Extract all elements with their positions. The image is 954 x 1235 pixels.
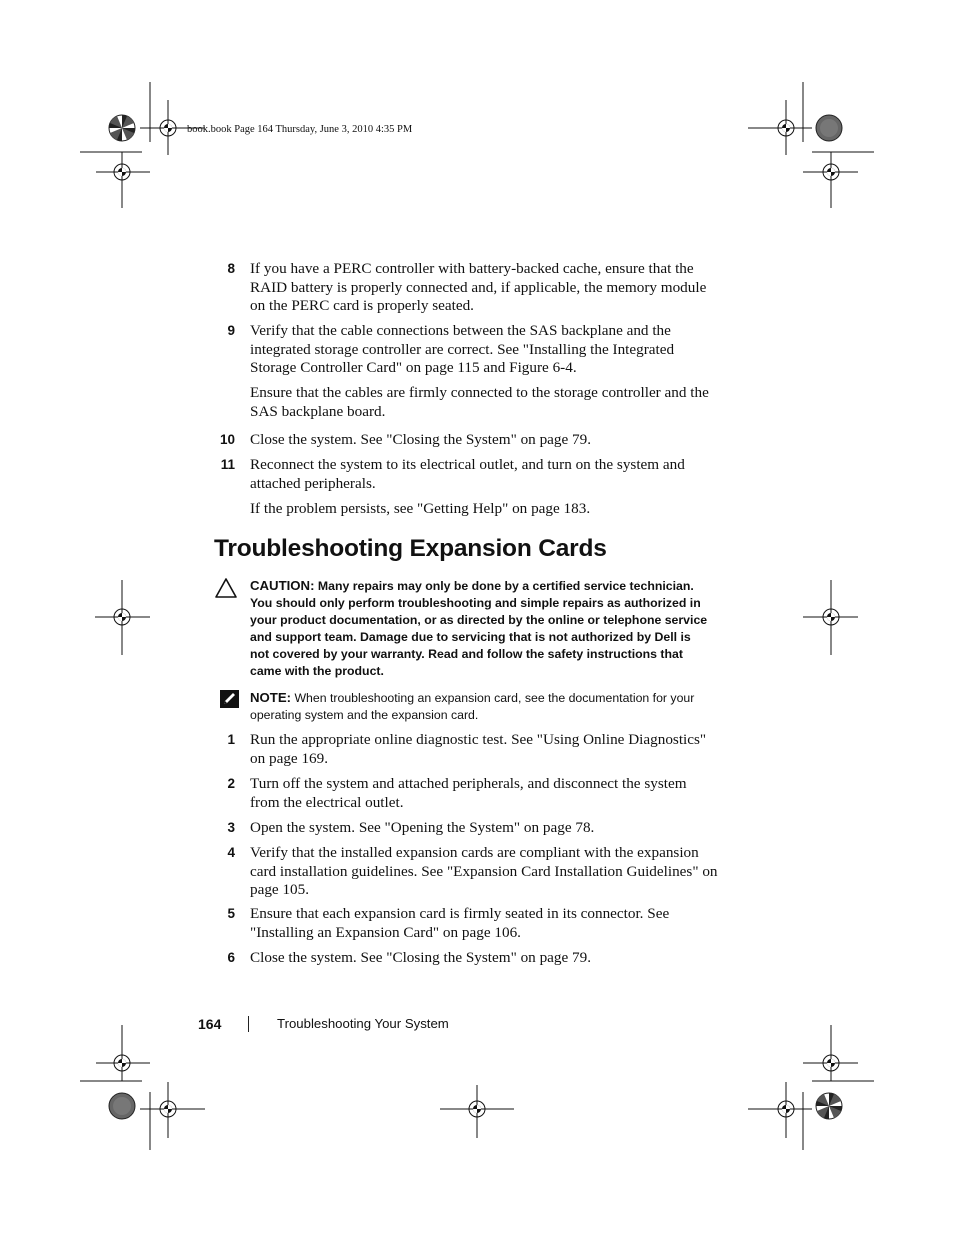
step-number: 1	[227, 732, 235, 747]
step-number: 8	[227, 261, 235, 276]
step-number: 9	[227, 323, 235, 338]
step-text: Close the system. See "Closing the System" on page 79.	[250, 949, 592, 966]
caution-block	[250, 577, 710, 681]
step-number: 11	[220, 457, 235, 472]
step-text: Verify that the cable connections between the SAS backplane and the integrated storage controller are correct. See "Installing the Integrated Storage Controller Card" on page 115 and Figure 6-4.	[250, 322, 675, 377]
step-extra-paragraph: Ensure that the cables are firmly connected to the storage controller and the SAS backplane board.	[250, 384, 709, 420]
caution-label: CAUTION:	[250, 578, 315, 593]
step-number: 4	[227, 845, 235, 860]
note-pencil-icon	[219, 689, 241, 709]
step-extra-paragraph: If the problem persists, see "Getting Help" on page 183.	[250, 500, 591, 517]
step-number: 6	[227, 950, 235, 965]
step-text: Reconnect the system to its electrical outlet, and turn on the system and attached peripherals.	[250, 456, 685, 492]
page-number: 164	[198, 1016, 222, 1032]
step-text: Ensure that each expansion card is firmly seated in its connector. See "Installing an Expansion Card" on page 106.	[250, 905, 670, 941]
note-block	[250, 689, 718, 724]
caution-triangle-icon	[214, 577, 238, 599]
note-text: When troubleshooting an expansion card, see the documentation for your operating system and the expansion card.	[250, 691, 695, 723]
note-label: NOTE:	[250, 690, 292, 705]
footer-separator	[248, 1016, 249, 1032]
caution-text: Many repairs may only be done by a certified service technician. You should only perform troubleshooting and simple repairs as authorized in your product documentation, or as directed by the online or telephone service and support team. Damage due to servicing that is not authorized by Dell is not covered by your warranty. Read and follow the safety instructions that came with the product.	[250, 579, 708, 679]
step-text: If you have a PERC controller with battery-backed cache, ensure that the RAID battery is properly connected and, if applicable, the memory module on the PERC card is properly seated.	[250, 260, 707, 315]
step-number: 3	[227, 820, 235, 835]
step-number: 10	[219, 432, 235, 447]
step-text: Run the appropriate online diagnostic test. See "Using Online Diagnostics" on page 169.	[250, 731, 707, 767]
step-text: Close the system. See "Closing the System" on page 79.	[250, 431, 592, 448]
print-header-stamp: book.book Page 164 Thursday, June 3, 2010 4:35 PM	[187, 124, 413, 135]
step-text: Verify that the installed expansion cards are compliant with the expansion card installation guidelines. See "Expansion Card Installation Guidelines" on page 105.	[250, 844, 718, 899]
step-text: Open the system. See "Opening the System" on page 78.	[250, 819, 595, 836]
step-text: Turn off the system and attached peripherals, and disconnect the system from the electrical outlet.	[250, 775, 687, 811]
step-number: 5	[227, 906, 235, 921]
section-title: Troubleshooting Expansion Cards	[214, 535, 607, 562]
footer-chapter-title: Troubleshooting Your System	[277, 1016, 449, 1031]
step-number: 2	[227, 776, 235, 791]
